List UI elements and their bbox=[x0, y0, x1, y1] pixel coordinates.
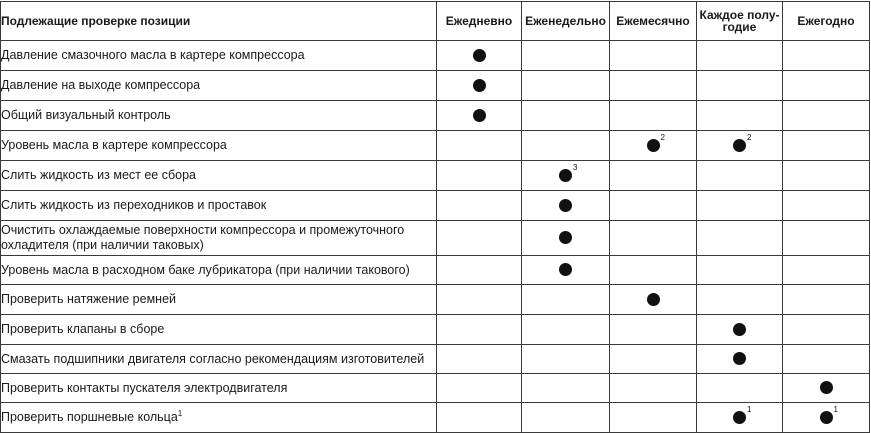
filled-dot-icon bbox=[559, 231, 572, 244]
filled-dot-icon bbox=[559, 263, 572, 276]
filled-dot-icon bbox=[473, 49, 486, 62]
frequency-cell bbox=[697, 161, 783, 191]
filled-dot-icon bbox=[473, 79, 486, 92]
frequency-cell bbox=[437, 131, 522, 161]
frequency-cell bbox=[697, 131, 783, 161]
row-item-label: Проверить натяжение ремней bbox=[1, 292, 177, 306]
row-item-label: Общий визуальный контроль bbox=[1, 108, 171, 122]
footnote-ref: 1 bbox=[747, 404, 752, 414]
row-item-label: Давление смазочного масла в картере компрессора bbox=[1, 48, 305, 62]
footnote-ref: 3 bbox=[573, 162, 578, 172]
filled-dot-icon bbox=[820, 381, 833, 394]
table-row bbox=[1, 71, 870, 101]
frequency-cell bbox=[522, 161, 610, 191]
filled-dot-icon bbox=[733, 404, 752, 424]
frequency-cell bbox=[697, 403, 783, 433]
frequency-cell bbox=[522, 101, 610, 131]
table-row bbox=[1, 403, 870, 433]
row-item-cell bbox=[1, 131, 437, 161]
filled-dot-icon bbox=[473, 109, 486, 122]
frequency-cell bbox=[783, 71, 870, 101]
frequency-cell bbox=[783, 221, 870, 256]
frequency-cell bbox=[437, 101, 522, 131]
row-item-cell bbox=[1, 256, 437, 285]
frequency-cell bbox=[437, 41, 522, 71]
footnote-ref: 1 bbox=[177, 408, 183, 418]
frequency-cell bbox=[522, 285, 610, 315]
row-item-cell bbox=[1, 374, 437, 403]
frequency-cell bbox=[610, 315, 697, 345]
row-item-cell bbox=[1, 71, 437, 101]
row-item-label: Уровень масла в расходном баке лубрикатора (при наличии такового) bbox=[1, 262, 410, 277]
frequency-cell bbox=[783, 403, 870, 433]
frequency-cell bbox=[783, 161, 870, 191]
frequency-cell bbox=[437, 161, 522, 191]
frequency-cell bbox=[783, 101, 870, 131]
table-row bbox=[1, 221, 870, 256]
row-item-label: Проверить клапаны в сборе bbox=[1, 322, 165, 336]
frequency-cell bbox=[697, 315, 783, 345]
frequency-cell bbox=[697, 374, 783, 403]
frequency-cell bbox=[437, 221, 522, 256]
frequency-cell bbox=[522, 41, 610, 71]
frequency-cell bbox=[610, 161, 697, 191]
frequency-cell bbox=[783, 374, 870, 403]
frequency-cell bbox=[697, 221, 783, 256]
table-row bbox=[1, 41, 870, 71]
frequency-cell bbox=[610, 403, 697, 433]
frequency-cell bbox=[522, 345, 610, 374]
row-item-label: Смазать подшипники двигателя согласно рекомендациям изготовителей bbox=[1, 351, 425, 366]
row-item-label: Слить жидкость из мест ее сбора bbox=[1, 168, 196, 182]
row-item-cell bbox=[1, 221, 437, 256]
row-item-cell bbox=[1, 345, 437, 374]
frequency-cell bbox=[610, 374, 697, 403]
frequency-cell bbox=[437, 71, 522, 101]
filled-dot-icon bbox=[647, 132, 665, 152]
filled-dot-icon bbox=[733, 352, 746, 365]
header-weekly: Еженедельно bbox=[522, 2, 610, 41]
filled-dot-icon bbox=[559, 162, 578, 182]
row-item-label: Проверить поршневые кольца bbox=[1, 410, 178, 424]
frequency-cell bbox=[610, 191, 697, 221]
frequency-cell bbox=[697, 345, 783, 374]
footnote-ref: 1 bbox=[833, 404, 838, 414]
frequency-cell bbox=[437, 256, 522, 285]
frequency-cell bbox=[522, 71, 610, 101]
frequency-cell bbox=[783, 41, 870, 71]
frequency-cell bbox=[610, 345, 697, 374]
frequency-cell bbox=[610, 221, 697, 256]
table-body bbox=[1, 41, 870, 433]
filled-dot-icon bbox=[559, 199, 572, 212]
frequency-cell bbox=[610, 41, 697, 71]
frequency-cell bbox=[522, 191, 610, 221]
frequency-cell bbox=[697, 285, 783, 315]
header-monthly: Ежемесячно bbox=[610, 2, 697, 41]
frequency-cell bbox=[610, 256, 697, 285]
frequency-cell bbox=[783, 345, 870, 374]
frequency-cell bbox=[522, 315, 610, 345]
frequency-cell bbox=[522, 256, 610, 285]
table-row bbox=[1, 256, 870, 285]
table-row bbox=[1, 191, 870, 221]
header-semiannual: Каждое полу- годие bbox=[697, 2, 783, 41]
frequency-cell bbox=[522, 221, 610, 256]
maintenance-schedule-table bbox=[0, 1, 870, 433]
row-item-label: Проверить контакты пускателя электродвигателя bbox=[1, 380, 288, 395]
row-item-cell bbox=[1, 101, 437, 131]
filled-dot-icon bbox=[733, 323, 746, 336]
table-row bbox=[1, 345, 870, 374]
frequency-cell bbox=[783, 315, 870, 345]
frequency-cell bbox=[697, 41, 783, 71]
header-daily: Ежедневно bbox=[437, 2, 522, 41]
frequency-cell bbox=[437, 315, 522, 345]
frequency-cell bbox=[783, 191, 870, 221]
table-row bbox=[1, 161, 870, 191]
row-item-label: Очистить охлаждаемые поверхности компрессора и промежуточного охладителя (при наличии таковых) bbox=[1, 223, 405, 252]
frequency-cell bbox=[437, 191, 522, 221]
header-items: Подлежащие проверке позиции bbox=[1, 2, 437, 41]
frequency-cell bbox=[522, 403, 610, 433]
table-row bbox=[1, 374, 870, 403]
header-row bbox=[1, 2, 870, 41]
row-item-label: Слить жидкость из переходников и проставок bbox=[1, 198, 267, 212]
row-item-cell bbox=[1, 285, 437, 315]
frequency-cell bbox=[437, 285, 522, 315]
header-annual: Ежегодно bbox=[783, 2, 870, 41]
row-item-cell bbox=[1, 161, 437, 191]
frequency-cell bbox=[522, 131, 610, 161]
frequency-cell bbox=[522, 374, 610, 403]
frequency-cell bbox=[697, 71, 783, 101]
frequency-cell bbox=[610, 101, 697, 131]
row-item-cell bbox=[1, 315, 437, 345]
table-row bbox=[1, 315, 870, 345]
row-item-label: Уровень масла в картере компрессора bbox=[1, 138, 227, 152]
frequency-cell bbox=[783, 131, 870, 161]
frequency-cell bbox=[610, 285, 697, 315]
frequency-cell bbox=[697, 191, 783, 221]
footnote-ref: 2 bbox=[660, 132, 665, 142]
row-item-label: Давление на выходе компрессора bbox=[1, 78, 201, 92]
frequency-cell bbox=[783, 285, 870, 315]
frequency-cell bbox=[610, 131, 697, 161]
frequency-cell bbox=[783, 256, 870, 285]
table-row bbox=[1, 101, 870, 131]
row-item-cell bbox=[1, 191, 437, 221]
footnote-ref: 2 bbox=[747, 132, 752, 142]
frequency-cell bbox=[697, 101, 783, 131]
filled-dot-icon bbox=[733, 132, 752, 152]
frequency-cell bbox=[437, 403, 522, 433]
frequency-cell bbox=[697, 256, 783, 285]
table-row bbox=[1, 285, 870, 315]
frequency-cell bbox=[437, 345, 522, 374]
frequency-cell bbox=[610, 71, 697, 101]
row-item-cell bbox=[1, 41, 437, 71]
filled-dot-icon bbox=[647, 293, 660, 306]
filled-dot-icon bbox=[820, 404, 838, 424]
table-row bbox=[1, 131, 870, 161]
frequency-cell bbox=[437, 374, 522, 403]
row-item-cell bbox=[1, 403, 437, 433]
